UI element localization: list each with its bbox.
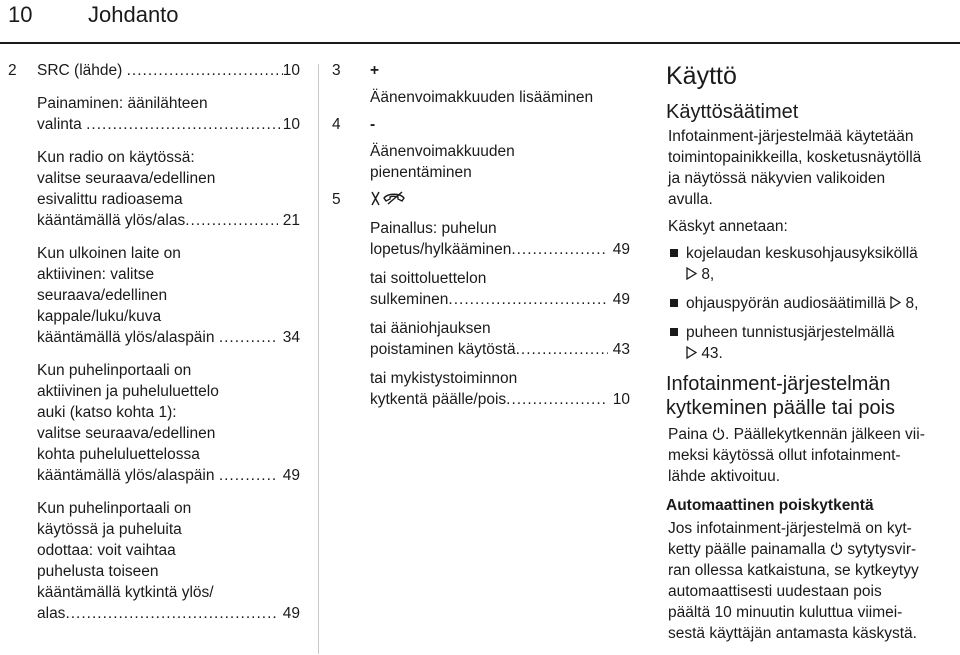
- page-ref: 10: [282, 62, 300, 79]
- leader-dots: [86, 114, 283, 135]
- heading-line: kytkeminen päälle tai pois: [666, 397, 896, 419]
- page-ref-arrow-icon: [686, 346, 697, 359]
- leader-dots: [127, 60, 283, 81]
- ref-text: puhelusta toiseen: [37, 563, 159, 580]
- leader-dots: [448, 289, 608, 310]
- header-rule: [0, 42, 960, 44]
- ref-text: valitse seuraava/edellinen: [37, 170, 216, 187]
- list-item: [660, 293, 955, 314]
- ref-line: [370, 318, 630, 360]
- ref-text: kääntämällä ylös/alaspäin: [37, 467, 215, 484]
- bullet-text: ohjauspyörän audiosäätimillä: [686, 295, 886, 312]
- ref-text: aktiivinen: valitse: [37, 266, 155, 283]
- entry-body: [370, 60, 630, 108]
- ref-text: Kun puhelinportaali on: [37, 362, 192, 379]
- text-line: lähde aktivoituu.: [668, 468, 781, 485]
- text-line: ketty päälle painamalla: [668, 541, 826, 558]
- ref-text: Painaminen: äänilähteen: [37, 95, 208, 112]
- entry-2: [0, 60, 300, 624]
- page-ref: 49: [282, 605, 300, 622]
- bullet-list: [660, 243, 955, 364]
- page-number: 10: [8, 2, 33, 27]
- subsection-heading: Käyttösäätimet: [666, 101, 799, 123]
- phone-hangup-icon: [370, 189, 630, 210]
- leader-dots: [185, 210, 278, 231]
- ref-text: Kun puhelinportaali on: [37, 500, 192, 517]
- ref-text: SRC (lähde): [37, 62, 123, 79]
- text-line: . Päällekytkennän jälkeen vii-: [724, 426, 925, 443]
- entry-body: [37, 60, 300, 624]
- page-ref: 49: [612, 241, 630, 258]
- text-line: Paina: [668, 426, 708, 443]
- page-ref-arrow-icon: [686, 267, 697, 280]
- ref-text: kääntämällä ylös/alas: [37, 212, 186, 229]
- intro-paragraph: [668, 126, 955, 210]
- list-item: [660, 322, 955, 364]
- page-ref: 21: [282, 212, 300, 229]
- text-line: sestä käyttäjän antamasta käskystä.: [668, 625, 917, 642]
- ref-text: käytössä ja puheluita: [37, 521, 182, 538]
- leader-dots: [506, 389, 608, 410]
- entry-number: 3: [332, 62, 341, 79]
- page-ref: 43.: [701, 345, 723, 362]
- ref-line: [37, 498, 300, 624]
- column-2: [330, 60, 630, 418]
- ref-text: kääntämällä ylös/alaspäin: [37, 329, 215, 346]
- entry-body: [370, 189, 630, 410]
- text-line: Infotainment-järjestelmää käytetään: [668, 128, 914, 145]
- ref-text: Painallus: puhelun: [370, 220, 497, 237]
- leader-dots: [219, 327, 279, 348]
- ref-text: sulkeminen: [370, 291, 449, 308]
- text-line: meksi käytössä ollut infotainment-: [668, 447, 901, 464]
- page-header: [0, 0, 960, 44]
- ref-text: valitse seuraava/edellinen: [37, 425, 216, 442]
- ref-text: kääntämällä kytkintä ylös/: [37, 584, 214, 601]
- bullet-text: kojelaudan keskusohjausyksiköllä: [686, 245, 918, 262]
- leader-dots: [65, 603, 278, 624]
- ref-text: odottaa: voit vaihtaa: [37, 542, 176, 559]
- text-line: sytytysvir-: [847, 541, 917, 558]
- auto-off-paragraph: [668, 518, 955, 644]
- text-line: avulla.: [668, 191, 713, 208]
- ref-line: [37, 243, 300, 348]
- ref-text: tai soittoluettelon: [370, 270, 487, 287]
- ref-text: seuraava/edellinen: [37, 287, 168, 304]
- ref-text: aktiivinen ja puheluluettelo: [37, 383, 219, 400]
- plus-symbol: +: [370, 62, 380, 79]
- text-line: Jos infotainment-järjestelmä on kyt-: [668, 520, 912, 537]
- bullet-text: puheen tunnistusjärjestelmällä: [686, 324, 895, 341]
- text-line: päältä 10 minuutin kuluttua viimei-: [668, 604, 903, 621]
- page-ref: 10: [282, 116, 300, 133]
- page-ref: 8,: [701, 266, 715, 283]
- text-line: toimintopainikkeilla, kosketusnäytöllä: [668, 149, 922, 166]
- page-ref-arrow-icon: [890, 296, 901, 309]
- ref-line: [370, 218, 630, 260]
- column-1: [0, 60, 300, 636]
- entry-number: 4: [332, 116, 341, 133]
- minus-symbol: -: [370, 116, 376, 133]
- ref-text: kappale/luku/kuva: [37, 308, 162, 325]
- chapter-title: Johdanto: [88, 2, 179, 27]
- page-ref: 34: [282, 329, 300, 346]
- power-icon: [830, 542, 843, 555]
- leader-dots: [219, 465, 279, 486]
- page-ref: 8,: [905, 295, 919, 312]
- entry-5: [330, 189, 630, 410]
- list-item: [660, 243, 955, 285]
- subheading-bold: Automaattinen poiskytkentä: [666, 497, 874, 514]
- ref-line: [37, 360, 300, 486]
- ref-line: [370, 268, 630, 310]
- section-heading: Käyttö: [666, 62, 737, 90]
- power-paragraph: [668, 424, 955, 487]
- subsection-heading: [666, 372, 955, 420]
- ref-text: valinta: [37, 116, 82, 133]
- ref-line: [37, 60, 300, 81]
- leader-dots: [516, 339, 609, 360]
- ref-line: [370, 368, 630, 410]
- page-ref: 49: [282, 467, 300, 484]
- ref-text: kytkentä päälle/pois: [370, 391, 507, 408]
- entry-number: 2: [8, 62, 17, 79]
- entry-text: Äänenvoimakkuuden lisääminen: [370, 89, 594, 106]
- entry-number: 5: [332, 191, 341, 208]
- text-line: ran ollessa katkaistuna, se kytkeytyy: [668, 562, 919, 579]
- ref-text: tai mykistystoiminnon: [370, 370, 518, 387]
- ref-text: auki (katso kohta 1):: [37, 404, 177, 421]
- entry-text: Äänenvoimakkuuden: [370, 143, 515, 160]
- text-line: ja näytössä näkyvien valikoiden: [668, 170, 886, 187]
- leader-dots: [511, 239, 608, 260]
- ref-text: tai ääniohjauksen: [370, 320, 491, 337]
- heading-line: Infotainment-järjestelmän: [666, 373, 891, 395]
- page-ref: 49: [612, 291, 630, 308]
- entry-4: [330, 114, 630, 183]
- entry-3: [330, 60, 630, 108]
- text-line: automaattisesti uudestaan pois: [668, 583, 882, 600]
- column-divider: [318, 64, 319, 654]
- power-icon: [712, 427, 725, 440]
- page-ref: 43: [612, 341, 630, 358]
- commands-label: Käskyt annetaan:: [668, 218, 788, 235]
- ref-line: [37, 147, 300, 231]
- entry-text: pienentäminen: [370, 164, 472, 181]
- ref-text: Kun radio on käytössä:: [37, 149, 195, 166]
- ref-text: esivalittu radioasema: [37, 191, 183, 208]
- ref-text: alas: [37, 605, 66, 622]
- ref-line: [37, 93, 300, 135]
- column-3: [660, 60, 955, 650]
- entry-body: [370, 114, 630, 183]
- ref-text: Kun ulkoinen laite on: [37, 245, 181, 262]
- ref-text: poistaminen käytöstä: [370, 341, 516, 358]
- page-ref: 10: [612, 391, 630, 408]
- ref-text: kohta puheluluettelossa: [37, 446, 200, 463]
- ref-text: lopetus/hylkääminen: [370, 241, 512, 258]
